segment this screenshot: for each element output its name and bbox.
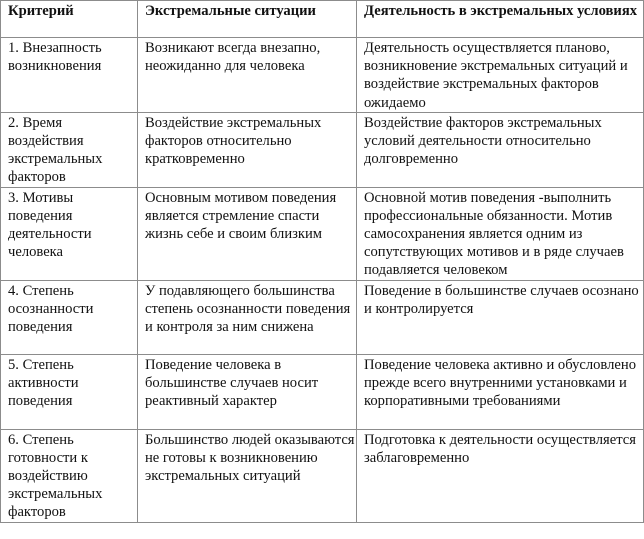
extreme-activity-cell: Поведение человека активно и обусловлено прежде всего внутренними установками и корпоративными требованиями [357, 354, 644, 429]
header-extreme-situations: Экстремальные ситуации [138, 1, 357, 38]
extreme-situations-cell: У подавляющего большинства степень осознанности поведения и контроля за ним снижена [138, 280, 357, 354]
extreme-situations-cell: Большинство людей оказываются не готовы к возникновению экстремальных ситуаций [138, 429, 357, 522]
extreme-activity-cell: Подготовка к деятельности осуществляется заблаговременно [357, 429, 644, 522]
table-header-row [1, 1, 644, 38]
extreme-situations-cell: Основным мотивом поведения является стремление спасти жизнь себе и своим близким [138, 187, 357, 280]
table-row [1, 429, 644, 522]
criterion-cell: 4. Степень осознанности поведения [1, 280, 138, 354]
criterion-cell: 6. Степень готовности к воздействию экстремальных факторов [1, 429, 138, 522]
extreme-situations-cell: Воздействие экстремальных факторов относительно кратковременно [138, 112, 357, 187]
table-row [1, 112, 644, 187]
extreme-situations-cell: Поведение человека в большинстве случаев носит реактивный характер [138, 354, 357, 429]
extreme-situations-cell: Возникают всегда внезапно, неожиданно для человека [138, 38, 357, 113]
extreme-activity-cell: Деятельность осуществляется планово, возникновение экстремальных ситуаций и воздействие экстремальных факторов ожидаемо [357, 38, 644, 113]
extreme-activity-cell: Поведение в большинстве случаев осознано и контролируется [357, 280, 644, 354]
extreme-activity-cell: Основной мотив поведения -выполнить профессиональные обязанности. Мотив самосохранения является одним из сопутствующих мотивов и в ряде случаев подавляется человеком [357, 187, 644, 280]
header-criterion: Критерий [1, 1, 138, 38]
extreme-activity-cell: Воздействие факторов экстремальных условий деятельности относительно долговременно [357, 112, 644, 187]
table-row [1, 187, 644, 280]
criterion-cell: 5. Степень активности поведения [1, 354, 138, 429]
header-extreme-activity: Деятельность в экстремальных условиях [357, 1, 644, 38]
table-row [1, 354, 644, 429]
criterion-cell: 3. Мотивы поведения деятельности человека [1, 187, 138, 280]
table-row [1, 280, 644, 354]
criterion-cell: 1. Внезапность возникновения [1, 38, 138, 113]
criterion-cell: 2. Время воздействия экстремальных факторов [1, 112, 138, 187]
table-row [1, 38, 644, 113]
